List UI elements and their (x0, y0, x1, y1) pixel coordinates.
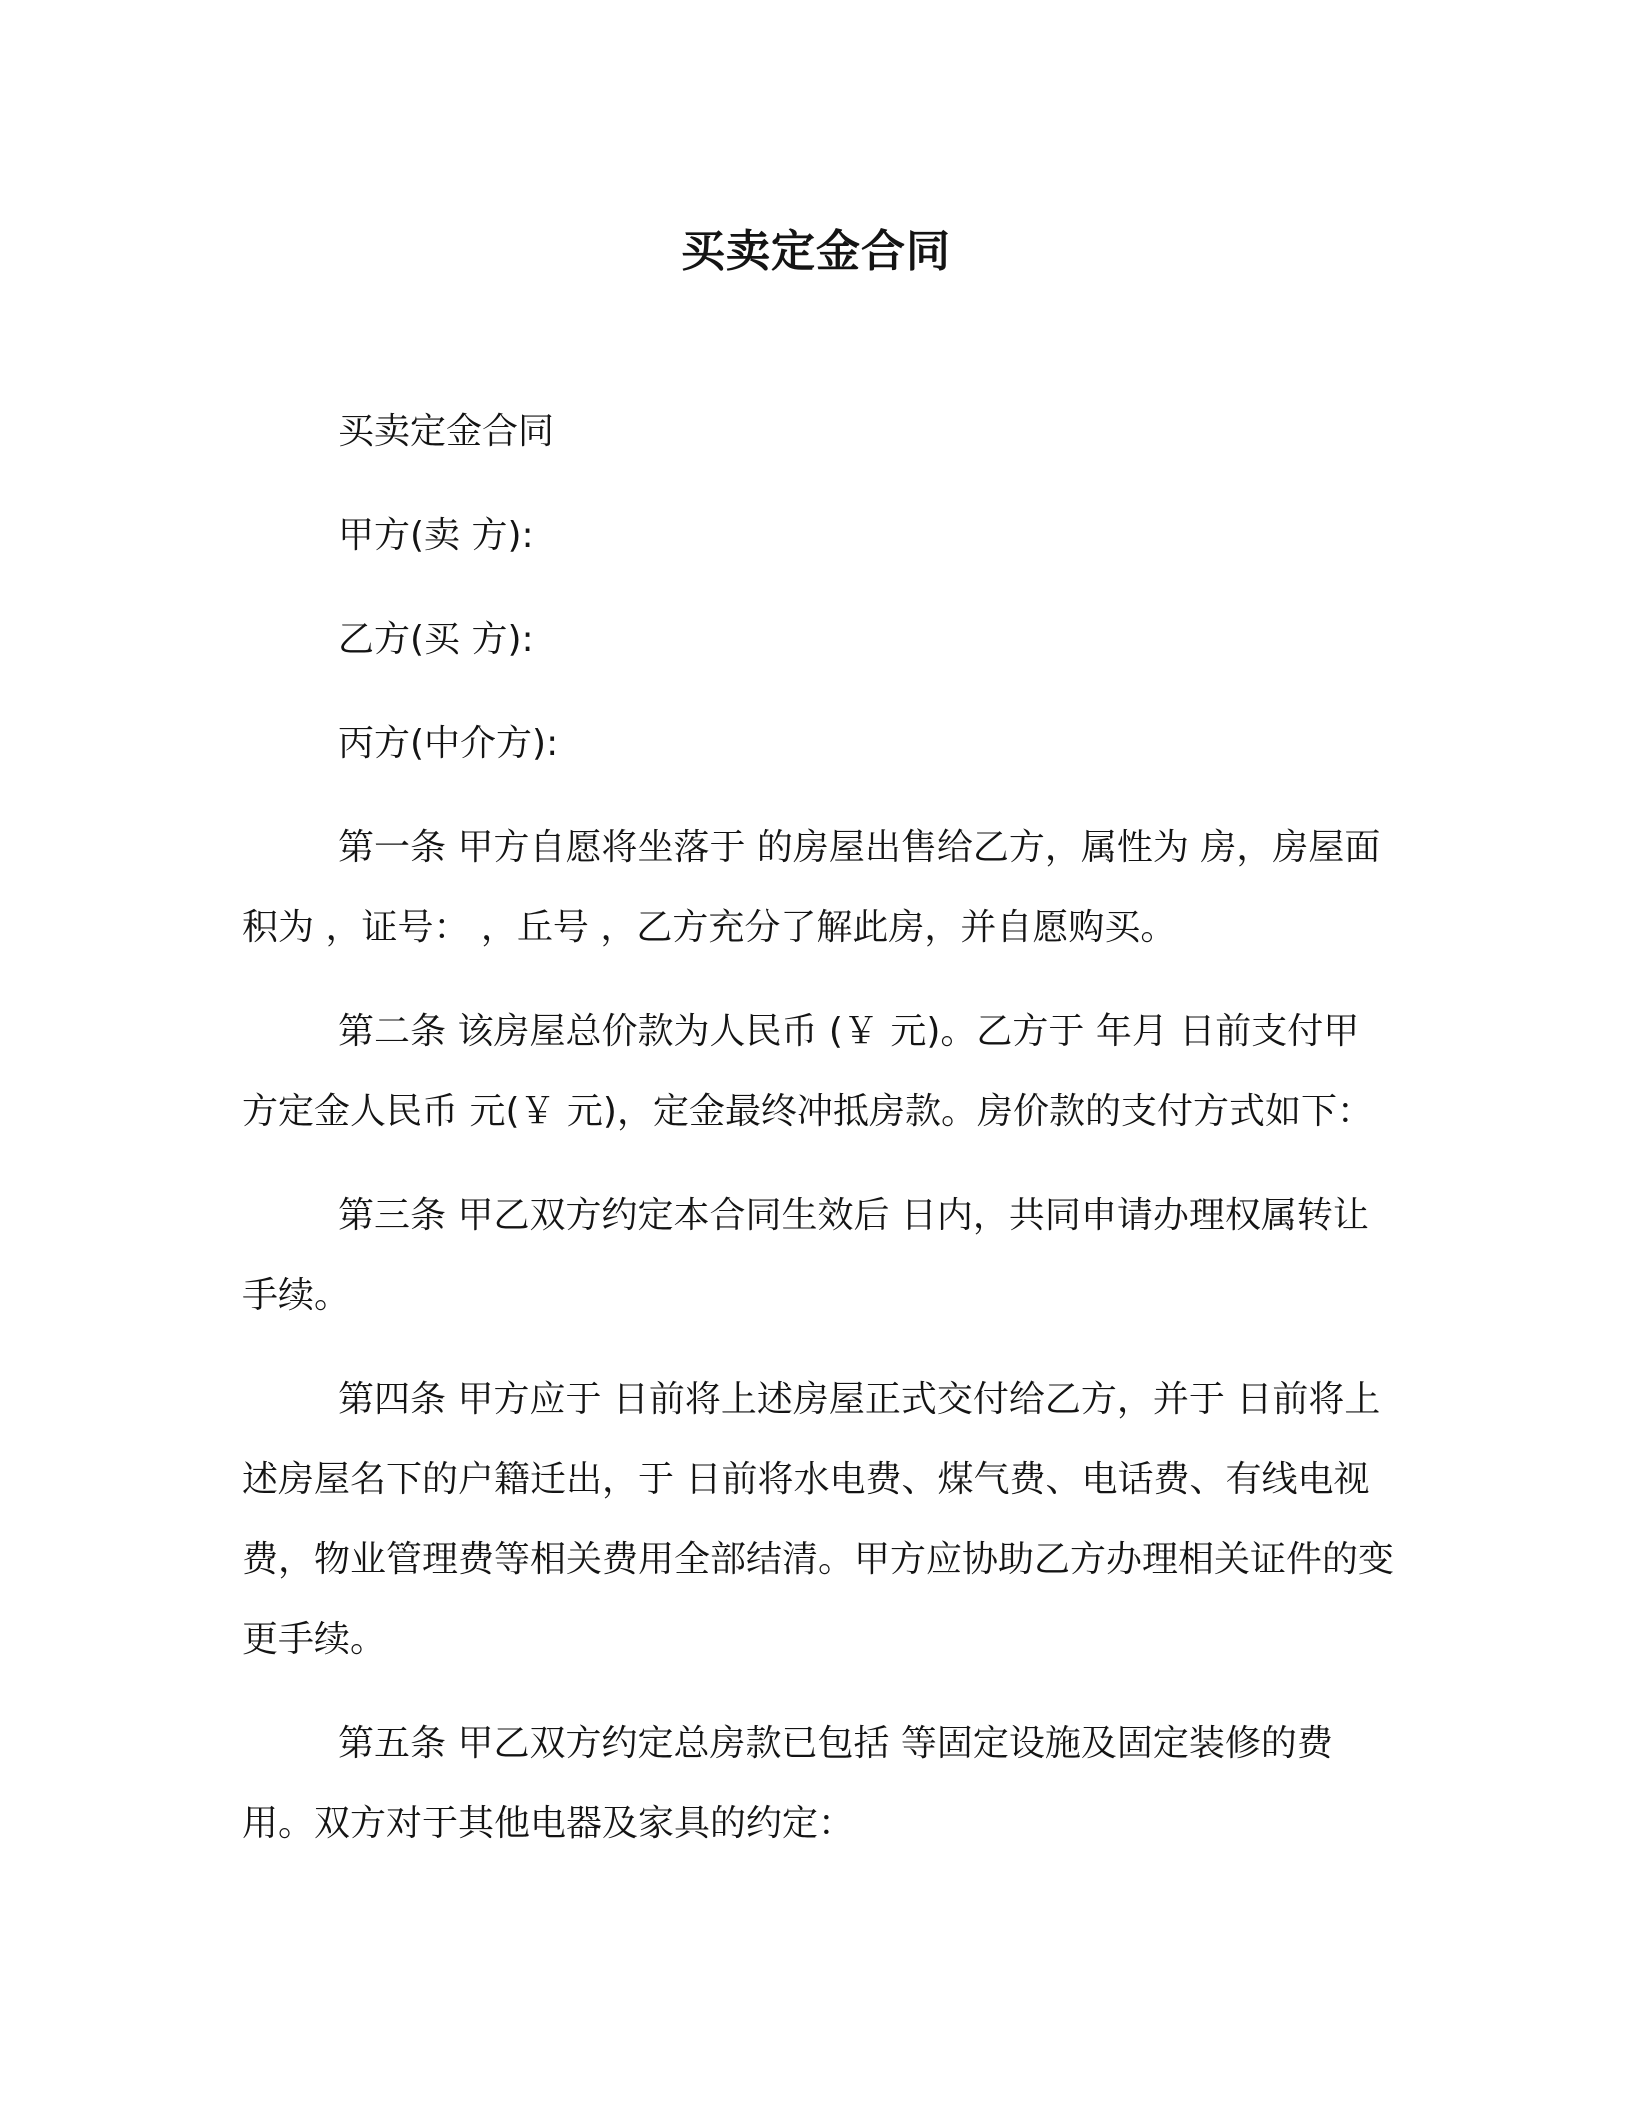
document-title: 买卖定金合同 (681, 226, 951, 277)
party-a-line: 甲方(卖 方): (338, 515, 534, 556)
party-c-line: 丙方(中介方): (338, 723, 559, 764)
article-3: 第三条 甲乙双方约定本合同生效后 日内，共同申请办理权属转让手续。 (242, 1195, 1369, 1316)
subtitle-line: 买卖定金合同 (338, 411, 555, 452)
article-4: 第四条 甲方应于 日前将上述房屋正式交付给乙方，并于 日前将上述房屋名下的户籍迁出，于 日前将水电费、煤气费、电话费、有线电视费，物业管理费等相关费用全部结清。甲方应协助乙方办理相关证件的变更手续。 (242, 1379, 1395, 1660)
article-1: 第一条 甲方自愿将坐落于 的房屋出售给乙方，属性为 房，房屋面积为 ，证号： ，丘号 ，乙方充分了解此房，并自愿购买。 (242, 827, 1381, 948)
party-b-line: 乙方(买 方): (338, 619, 534, 660)
article-5: 第五条 甲乙双方约定总房款已包括 等固定设施及固定装修的费用。双方对于其他电器及家具的约定： (242, 1723, 1333, 1844)
article-2: 第二条 该房屋总价款为人民币 (￥ 元)。乙方于 年月 日前支付甲方定金人民币 元(￥ 元)，定金最终冲抵房款。房价款的支付方式如下： (242, 1011, 1373, 1132)
document-body (242, 392, 1394, 1888)
